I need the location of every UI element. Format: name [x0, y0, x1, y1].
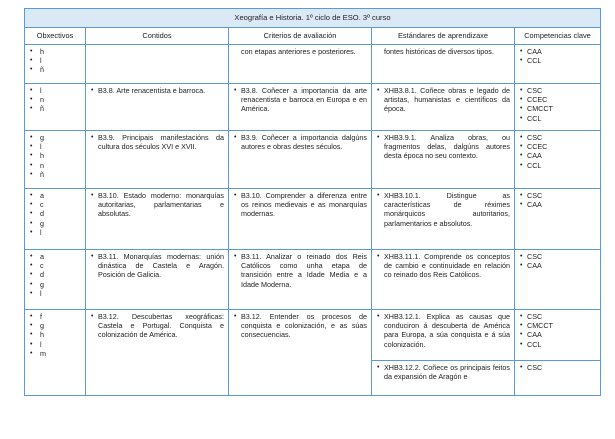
objective-item: • g: [29, 280, 81, 289]
competences-cell: [515, 131, 601, 189]
competences-cell: [515, 189, 601, 250]
criteria-cell: [229, 84, 372, 131]
objectives-cell: [25, 84, 86, 131]
competence-item: • CSC: [519, 252, 596, 261]
objective-item: • a: [29, 252, 81, 261]
criteria-cell: [229, 250, 372, 310]
curriculum-page: [24, 8, 600, 396]
objective-item: • ñ: [29, 104, 81, 113]
criteria-cell: [229, 310, 372, 396]
criteria-text: • B3.11. Analizar o reinado dos Reis Católicos como unha etapa de transición entre a Idade Media e a Idade Moderna.: [233, 252, 367, 289]
objective-item: • c: [29, 200, 81, 209]
competence-item: • CSC: [519, 86, 596, 95]
competences-cell: [515, 84, 601, 131]
objectives-cell: [25, 131, 86, 189]
table-row: [25, 310, 601, 361]
criteria-text: • B3.9. Coñecer a importancia dalgúns autores e obras destes séculos.: [233, 133, 367, 151]
objective-item: • d: [29, 209, 81, 218]
standards-cell: [372, 310, 515, 361]
criteria-cell: [229, 131, 372, 189]
objective-item: • h: [29, 47, 81, 56]
objective-item: • n: [29, 161, 81, 170]
competence-item: • CAA: [519, 200, 596, 209]
objective-item: • l: [29, 86, 81, 95]
contents-cell: [86, 45, 229, 84]
header-row: [25, 28, 601, 45]
standards-text: • XHB3.10.1. Distingue as características de réximes monárquicos autoritarios, parlamentarios e absolutos.: [376, 191, 510, 228]
objectives-cell: [25, 45, 86, 84]
competence-item: • CMCCT: [519, 104, 596, 113]
competences-cell: [515, 361, 601, 396]
standards-text: • XHB3.12.2. Coñece os principais feitos da expansión de Aragón e: [376, 363, 510, 381]
standards-text: • XHB3.9.1. Analiza obras, ou fragmentos delas, dalgúns autores desta época no seu contexto.: [376, 133, 510, 161]
competence-item: • CAA: [519, 151, 596, 160]
contents-text: • B3.12. Descubertas xeográficas: Castela e Portugal. Conquista e colonización de América.: [90, 312, 224, 340]
objective-item: • h: [29, 330, 81, 339]
criteria-cell: [229, 45, 372, 84]
objective-item: • h: [29, 151, 81, 160]
objective-item: • ñ: [29, 170, 81, 179]
objective-item: • n: [29, 95, 81, 104]
competence-item: • CCL: [519, 340, 596, 349]
objective-item: • g: [29, 133, 81, 142]
objective-item: • l: [29, 228, 81, 237]
contents-text: • B3.8. Arte renacentista e barroca.: [90, 86, 224, 95]
competence-item: • CAA: [519, 47, 596, 56]
contents-cell: [86, 131, 229, 189]
objective-item: • l: [29, 289, 81, 298]
objective-item: • m: [29, 349, 81, 358]
objectives-cell: [25, 250, 86, 310]
competence-item: • CAA: [519, 330, 596, 339]
objective-item: • l: [29, 340, 81, 349]
standards-text: • XHB3.11.1. Comprende os conceptos de cambio e continuidade en relación co reinado dos Reis Católicos.: [376, 252, 510, 280]
competence-item: • CSC: [519, 133, 596, 142]
header-standards: Estándares de aprendizaxe: [372, 28, 515, 45]
header-criteria: Criterios de avaliación: [229, 28, 372, 45]
competences-cell: [515, 45, 601, 84]
criteria-text: • B3.8. Coñecer a importancia da arte renacentista e barroca en Europa e en América.: [233, 86, 367, 114]
objective-item: • f: [29, 312, 81, 321]
table-row: [25, 250, 601, 310]
table-row: [25, 84, 601, 131]
header-objectives: Obxectivos: [25, 28, 86, 45]
standards-cell: [372, 45, 515, 84]
objective-item: • g: [29, 219, 81, 228]
standards-text: • XHB3.12.1. Explica as causas que conduciron á descuberta de América para Europa, a súa conquista e á súa colonización.: [376, 312, 510, 349]
competences-cell: [515, 310, 601, 361]
competences-cell: [515, 250, 601, 310]
table-row: [25, 189, 601, 250]
standards-text: fontes históricas de diversos tipos.: [384, 47, 494, 56]
header-competences: Competencias clave: [515, 28, 601, 45]
standards-text: • XHB3.8.1. Coñece obras e legado de artistas, humanistas e científicos da época.: [376, 86, 510, 114]
criteria-text: con etapas anteriores e posteriores.: [241, 47, 356, 56]
contents-cell: [86, 189, 229, 250]
objective-item: • d: [29, 270, 81, 279]
competence-item: • CCEC: [519, 142, 596, 151]
standards-cell: [372, 361, 515, 396]
objective-item: • a: [29, 191, 81, 200]
competence-item: • CCEC: [519, 95, 596, 104]
competence-item: • CSC: [519, 312, 596, 321]
competence-item: • CCL: [519, 114, 596, 123]
objectives-cell: [25, 189, 86, 250]
table-row: [25, 45, 601, 84]
standards-cell: [372, 84, 515, 131]
contents-cell: [86, 310, 229, 396]
standards-cell: [372, 189, 515, 250]
standards-cell: [372, 131, 515, 189]
table-row: [25, 131, 601, 189]
objectives-cell: [25, 310, 86, 396]
curriculum-table: [24, 8, 601, 396]
competence-item: • CMCCT: [519, 321, 596, 330]
objective-item: • l: [29, 142, 81, 151]
objective-item: • l: [29, 56, 81, 65]
criteria-cell: [229, 189, 372, 250]
criteria-text: • B3.10. Comprender a diferenza entre os reinos medievais e as monarquías modernas.: [233, 191, 367, 219]
competence-item: • CCL: [519, 56, 596, 65]
standards-cell: [372, 250, 515, 310]
objective-item: • ñ: [29, 65, 81, 74]
competence-item: • CSC: [519, 363, 596, 372]
contents-text: • B3.10. Estado moderno: monarquías autoritarias, parlamentarias e absolutas.: [90, 191, 224, 219]
objective-item: • g: [29, 321, 81, 330]
table-title: Xeografía e Historia. 1º ciclo de ESO. 3º curso: [25, 9, 601, 28]
criteria-text: • B3.12. Entender os procesos de conquista e colonización, e as súas consecuencias.: [233, 312, 367, 340]
contents-text: • B3.11. Monarquías modernas: unión dinástica de Castela e Aragón. Posición de Galicia.: [90, 252, 224, 280]
header-contents: Contidos: [86, 28, 229, 45]
contents-text: • B3.9. Principais manifestacións da cultura dos séculos XVI e XVII.: [90, 133, 224, 151]
objective-item: • c: [29, 261, 81, 270]
contents-cell: [86, 250, 229, 310]
competence-item: • CSC: [519, 191, 596, 200]
competence-item: • CCL: [519, 161, 596, 170]
contents-cell: [86, 84, 229, 131]
competence-item: • CAA: [519, 261, 596, 270]
